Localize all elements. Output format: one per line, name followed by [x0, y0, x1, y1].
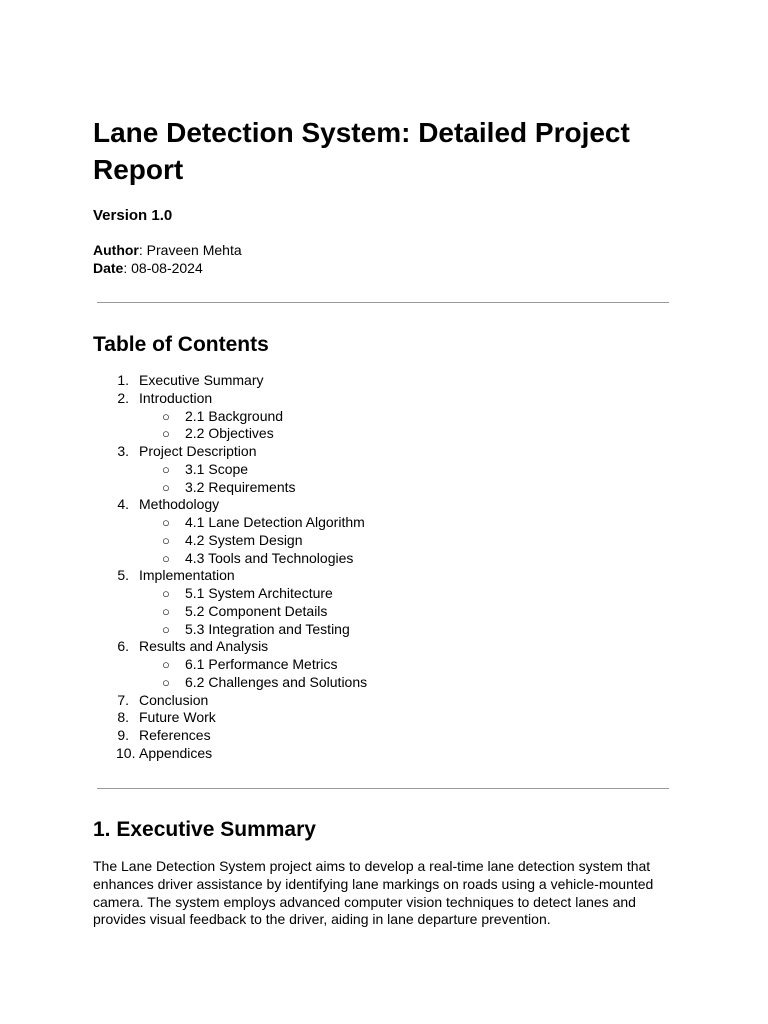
author-value: : Praveen Mehta: [138, 242, 242, 258]
executive-summary-paragraph: The Lane Detection System project aims to develop a real-time lane detection system that enhances driver assistance by identifying lane markings on roads using a vehicle-mounted camera. The system employs advanced computer vision techniques to detect lanes and provides visual feedback to the driver, aiding in lane departure prevention.: [93, 858, 654, 928]
toc-subitem: [93, 532, 653, 550]
hollow-bullet-icon: ○: [162, 550, 170, 566]
toc-item: [93, 727, 653, 745]
hollow-bullet-icon: ○: [162, 408, 170, 424]
toc-item-label: Implementation: [139, 567, 235, 584]
toc-subitem-label: 5.3 Integration and Testing: [185, 620, 350, 637]
author-line: [93, 241, 242, 259]
toc-item-label: References: [139, 727, 211, 743]
toc-item: [93, 709, 653, 727]
hollow-bullet-icon: ○: [162, 461, 170, 477]
toc-item-number: 2.: [117, 389, 129, 406]
toc-subitem-label: 5.2 Component Details: [185, 602, 328, 619]
toc-item: [93, 567, 653, 585]
toc-subitem-label: 4.2 System Design: [185, 531, 303, 548]
toc-item-number: 3.: [117, 443, 129, 459]
toc-subitem: [93, 408, 653, 426]
divider-top: [97, 302, 669, 303]
toc-subitem: [93, 425, 653, 443]
toc-subitem-label: 4.1 Lane Detection Algorithm: [185, 514, 365, 530]
toc-item: [93, 496, 653, 514]
toc-subitem: [93, 479, 653, 497]
hollow-bullet-icon: ○: [162, 586, 170, 601]
toc-subitem: [93, 461, 653, 479]
divider-bottom: [97, 788, 669, 789]
toc-subitem: [93, 656, 653, 674]
toc-subitem-label: 6.1 Performance Metrics: [185, 656, 338, 672]
toc-subitem-label: 3.2 Requirements: [185, 478, 296, 495]
document-version: Version 1.0: [93, 207, 173, 224]
toc-item-label: Project Description: [139, 443, 257, 459]
document-title: Lane Detection System: Detailed Project Report: [93, 117, 630, 185]
toc-item: [93, 390, 653, 408]
toc-item-number: 8.: [117, 709, 129, 726]
date-line: [93, 259, 203, 277]
toc-item: [93, 372, 653, 390]
hollow-bullet-icon: ○: [162, 603, 170, 619]
date-value: : 08-08-2024: [123, 260, 203, 276]
toc-subitem: [93, 585, 653, 603]
toc-item: [93, 745, 653, 763]
toc-item-label: Future Work: [139, 709, 216, 726]
author-label: Author: [93, 242, 139, 258]
toc-item-number: 7.: [117, 691, 129, 708]
toc-item: [93, 638, 653, 656]
hollow-bullet-icon: ○: [162, 621, 170, 637]
toc-subitem: [93, 514, 653, 532]
toc-subitem-label: 4.3 Tools and Technologies: [185, 549, 354, 566]
toc-item-number: 9.: [117, 727, 129, 743]
toc-subitem: [93, 603, 653, 621]
toc-item-number: 10.: [116, 744, 136, 761]
toc-subitem: [93, 621, 653, 639]
toc-item-number: 5.: [117, 567, 129, 584]
hollow-bullet-icon: ○: [162, 479, 170, 495]
toc-item-label: Methodology: [139, 496, 220, 513]
hollow-bullet-icon: ○: [162, 426, 170, 442]
section-heading-executive-summary: 1. Executive Summary: [93, 818, 316, 841]
date-label: Date: [93, 260, 124, 276]
toc-item-number: 1.: [117, 372, 129, 388]
toc-subitem-label: 2.1 Background: [185, 407, 284, 424]
toc-item-label: Executive Summary: [139, 372, 264, 388]
toc-item-label: Appendices: [139, 744, 213, 761]
toc-item-label: Conclusion: [139, 691, 209, 708]
hollow-bullet-icon: ○: [162, 532, 170, 548]
toc-item-number: 4.: [117, 496, 129, 513]
toc-item-number: 6.: [117, 638, 129, 655]
hollow-bullet-icon: ○: [162, 515, 170, 530]
toc-subitem-label: 5.1 System Architecture: [185, 585, 333, 601]
toc-item: [93, 692, 653, 710]
toc-heading: Table of Contents: [93, 333, 269, 356]
toc-item: [93, 443, 653, 461]
toc-subitem-label: 6.2 Challenges and Solutions: [185, 673, 368, 690]
toc-subitem: [93, 674, 653, 692]
toc-item-label: Introduction: [139, 389, 213, 406]
table-of-contents: [93, 372, 653, 763]
toc-subitem: [93, 550, 653, 568]
hollow-bullet-icon: ○: [162, 657, 170, 672]
toc-item-label: Results and Analysis: [139, 638, 269, 655]
toc-subitem-label: 3.1 Scope: [185, 460, 249, 477]
hollow-bullet-icon: ○: [162, 674, 170, 690]
toc-subitem-label: 2.2 Objectives: [185, 425, 274, 442]
